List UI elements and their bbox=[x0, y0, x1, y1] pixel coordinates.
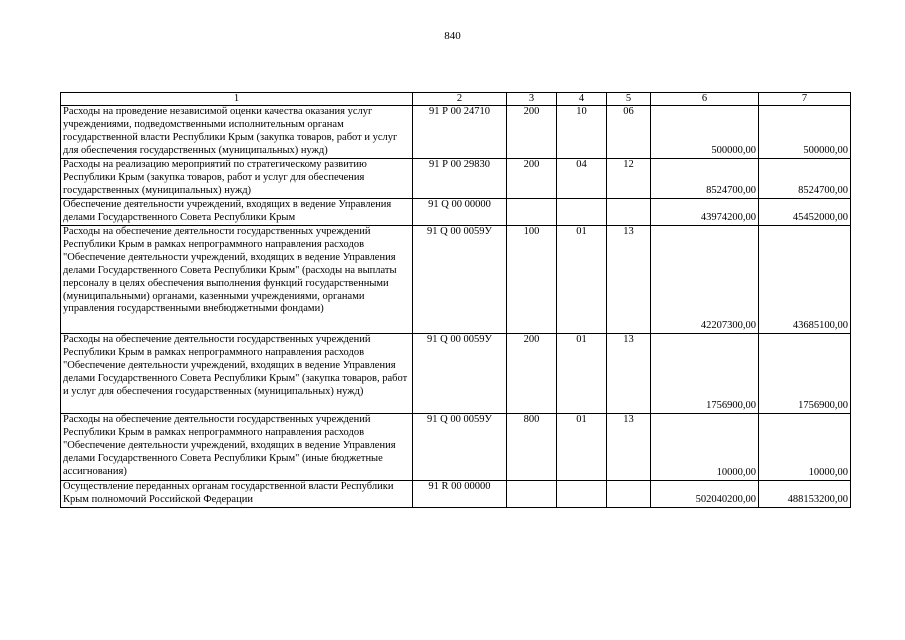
subsection-code: 13 bbox=[607, 414, 651, 481]
amount-year-2: 1756900,00 bbox=[759, 334, 851, 414]
column-header: 1 bbox=[61, 93, 413, 106]
expense-type-code: 100 bbox=[507, 226, 557, 334]
expense-name: Расходы на обеспечение деятельности государственных учреждений Республики Крым в рамках непрограммного направления расходов "Обеспечение деятельности учреждений, входящих в ведение Управления делами Государственного Совета Республики Крым" (закупка товаров, работ и услуг для обеспечения государственных (муниципальных) нужд) bbox=[61, 334, 413, 414]
expense-name: Расходы на обеспечение деятельности государственных учреждений Республики Крым в рамках непрограммного направления расходов "Обеспечение деятельности учреждений, входящих в ведение Управления делами Государственного Совета Республики Крым" (иные бюджетные ассигнования) bbox=[61, 414, 413, 481]
section-code: 04 bbox=[557, 159, 607, 199]
column-header: 2 bbox=[413, 93, 507, 106]
section-code: 01 bbox=[557, 414, 607, 481]
section-code bbox=[557, 199, 607, 226]
table-row bbox=[61, 159, 851, 199]
amount-year-1: 1756900,00 bbox=[651, 334, 759, 414]
amount-year-2: 43685100,00 bbox=[759, 226, 851, 334]
table-row bbox=[61, 481, 851, 508]
amount-year-1: 8524700,00 bbox=[651, 159, 759, 199]
section-code: 01 bbox=[557, 334, 607, 414]
target-article-code: 91 R 00 00000 bbox=[413, 481, 507, 508]
table-row bbox=[61, 414, 851, 481]
amount-year-1: 502040200,00 bbox=[651, 481, 759, 508]
subsection-code bbox=[607, 481, 651, 508]
expense-name: Расходы на обеспечение деятельности государственных учреждений Республики Крым в рамках непрограммного направления расходов "Обеспечение деятельности учреждений, входящих в ведение Управления делами Государственного Совета Республики Крым" (расходы на выплаты персоналу в целях обеспечения выполнения функций государственными (муниципальными) органами, казенными учреждениями, органами управления государственными внебюджетными фондами) bbox=[61, 226, 413, 334]
column-header: 7 bbox=[759, 93, 851, 106]
budget-table bbox=[60, 92, 851, 508]
amount-year-1: 500000,00 bbox=[651, 106, 759, 159]
target-article-code: 91 Р 00 24710 bbox=[413, 106, 507, 159]
subsection-code: 13 bbox=[607, 334, 651, 414]
table-row bbox=[61, 226, 851, 334]
amount-year-1: 43974200,00 bbox=[651, 199, 759, 226]
table-header-row bbox=[61, 93, 851, 106]
subsection-code: 13 bbox=[607, 226, 651, 334]
amount-year-1: 42207300,00 bbox=[651, 226, 759, 334]
page-number: 840 bbox=[444, 30, 461, 42]
section-code: 01 bbox=[557, 226, 607, 334]
expense-name: Осуществление переданных органам государственной власти Республики Крым полномочий Российской Федерации bbox=[61, 481, 413, 508]
expense-type-code: 200 bbox=[507, 106, 557, 159]
expense-type-code: 200 bbox=[507, 334, 557, 414]
subsection-code bbox=[607, 199, 651, 226]
column-header: 5 bbox=[607, 93, 651, 106]
expense-type-code bbox=[507, 199, 557, 226]
target-article-code: 91 Q 00 0059У bbox=[413, 334, 507, 414]
table-row bbox=[61, 334, 851, 414]
amount-year-2: 45452000,00 bbox=[759, 199, 851, 226]
table-row bbox=[61, 106, 851, 159]
section-code bbox=[557, 481, 607, 508]
expense-type-code: 800 bbox=[507, 414, 557, 481]
expense-name: Обеспечение деятельности учреждений, входящих в ведение Управления делами Государственного Совета Республики Крым bbox=[61, 199, 413, 226]
column-header: 6 bbox=[651, 93, 759, 106]
expense-name: Расходы на проведение независимой оценки качества оказания услуг учреждениями, подведомственными исполнительным органам государственной власти Республики Крым (закупка товаров, работ и услуг для обеспечения государственных (муниципальных) нужд) bbox=[61, 106, 413, 159]
amount-year-2: 10000,00 bbox=[759, 414, 851, 481]
section-code: 10 bbox=[557, 106, 607, 159]
subsection-code: 12 bbox=[607, 159, 651, 199]
column-header: 3 bbox=[507, 93, 557, 106]
amount-year-2: 500000,00 bbox=[759, 106, 851, 159]
amount-year-1: 10000,00 bbox=[651, 414, 759, 481]
amount-year-2: 488153200,00 bbox=[759, 481, 851, 508]
amount-year-2: 8524700,00 bbox=[759, 159, 851, 199]
target-article-code: 91 Q 00 0059У bbox=[413, 414, 507, 481]
target-article-code: 91 Q 00 0059У bbox=[413, 226, 507, 334]
table-row bbox=[61, 199, 851, 226]
expense-type-code: 200 bbox=[507, 159, 557, 199]
column-header: 4 bbox=[557, 93, 607, 106]
subsection-code: 06 bbox=[607, 106, 651, 159]
expense-type-code bbox=[507, 481, 557, 508]
target-article-code: 91 Q 00 00000 bbox=[413, 199, 507, 226]
target-article-code: 91 Р 00 29830 bbox=[413, 159, 507, 199]
expense-name: Расходы на реализацию мероприятий по стратегическому развитию Республики Крым (закупка товаров, работ и услуг для обеспечения государственных (муниципальных) нужд) bbox=[61, 159, 413, 199]
